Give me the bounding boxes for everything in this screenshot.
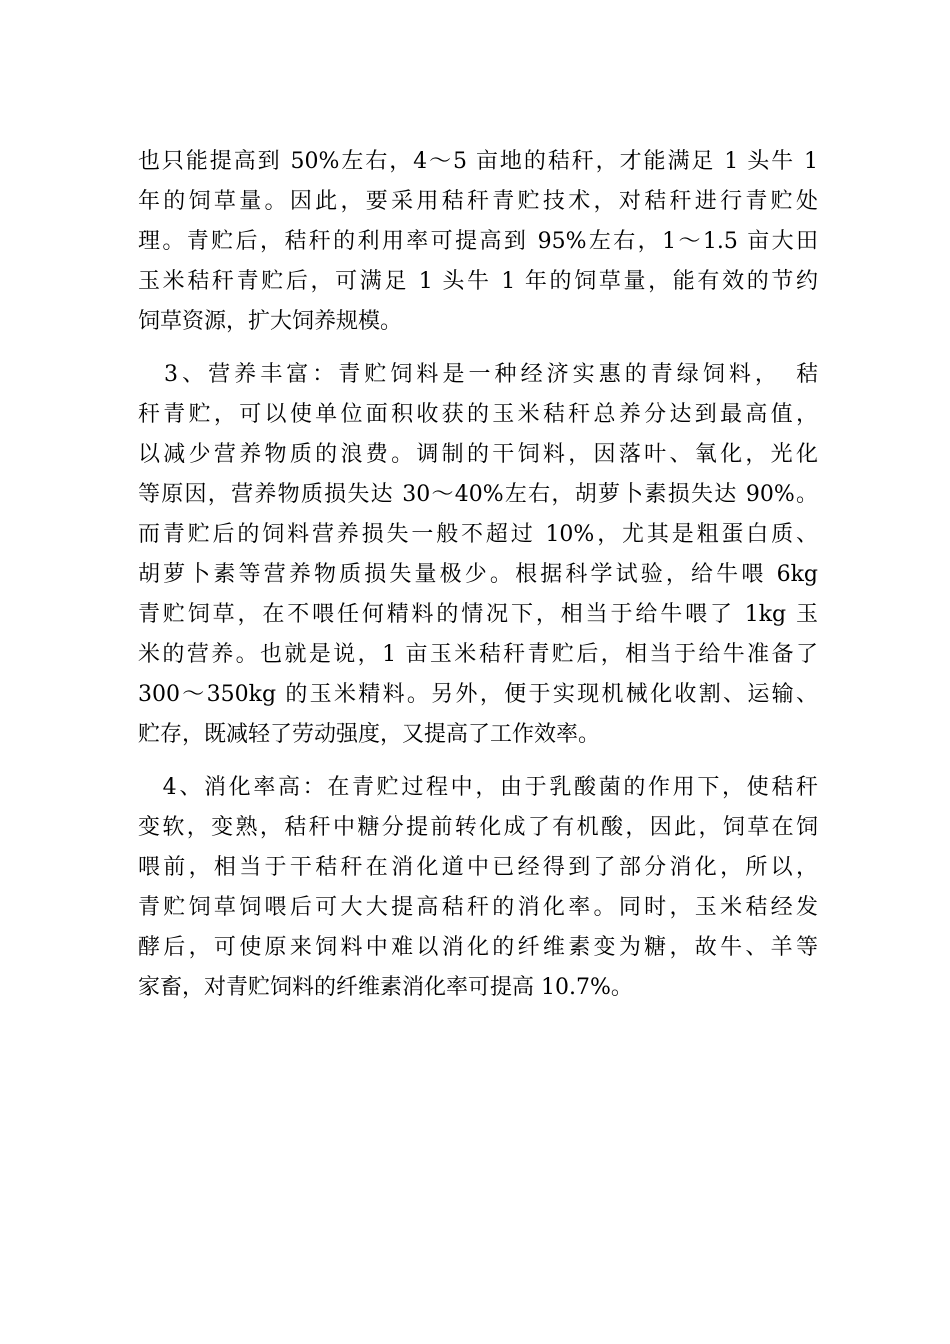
text-line: 米的营养。也就是说，1 亩玉米秸秆青贮后，相当于给牛准备了: [138, 642, 818, 667]
text-line: 300～350kg 的玉米精料。另外，便于实现机械化收割、运输、: [138, 682, 818, 707]
text-line: 4、消化率高：在青贮过程中，由于乳酸菌的作用下，使秸秆: [138, 775, 818, 800]
text-line: 家畜，对青贮饲料的纤维素消化率可提高 10.7%。: [138, 975, 633, 1000]
text-line: 玉米秸秆青贮后，可满足 1 头牛 1 年的饲草量，能有效的节约: [138, 269, 818, 294]
paragraph-gap: [138, 342, 818, 355]
text-line: 以减少营养物质的浪费。调制的干饲料，因落叶、氧化，光化: [138, 442, 818, 467]
paragraph-high-digestibility: [138, 768, 818, 1008]
text-line: 喂前，相当于干秸秆在消化道中已经得到了部分消化，所以，: [138, 855, 818, 880]
text-line: 理。青贮后，秸秆的利用率可提高到 95%左右，1～1.5 亩大田: [138, 229, 818, 254]
text-line: 等原因，营养物质损失达 30～40%左右，胡萝卜素损失达 90%。: [138, 482, 818, 507]
text-line: 3、营养丰富：青贮饲料是一种经济实惠的青绿饲料， 秸: [138, 362, 818, 387]
text-line: 青贮饲草，在不喂任何精料的情况下，相当于给牛喂了 1kg 玉: [138, 602, 818, 627]
text-line: 饲草资源，扩大饲养规模。: [138, 309, 403, 334]
text-line: 酵后，可使原来饲料中难以消化的纤维素变为糖，故牛、羊等: [138, 935, 818, 960]
text-line: 变软，变熟，秸秆中糖分提前转化成了有机酸，因此，饲草在饲: [138, 815, 818, 840]
text-line: 胡萝卜素等营养物质损失量极少。根据科学试验，给牛喂 6kg: [138, 562, 818, 587]
text-line: 也只能提高到 50%左右，4～5 亩地的秸秆，才能满足 1 头牛 1: [138, 149, 818, 174]
paragraph-straw-utilization: [138, 142, 818, 342]
document-body: [138, 142, 818, 1008]
paragraph-gap: [138, 755, 818, 768]
text-line: 贮存，既减轻了劳动强度，又提高了工作效率。: [138, 722, 601, 747]
text-line: 而青贮后的饲料营养损失一般不超过 10%，尤其是粗蛋白质、: [138, 522, 818, 547]
text-line: 年的饲草量。因此，要采用秸秆青贮技术，对秸秆进行青贮处: [138, 189, 818, 214]
text-line: 秆青贮，可以使单位面积收获的玉米秸秆总养分达到最高值，: [138, 402, 818, 427]
paragraph-rich-nutrition: [138, 355, 818, 755]
text-line: 青贮饲草饲喂后可大大提高秸秆的消化率。同时，玉米秸经发: [138, 895, 818, 920]
